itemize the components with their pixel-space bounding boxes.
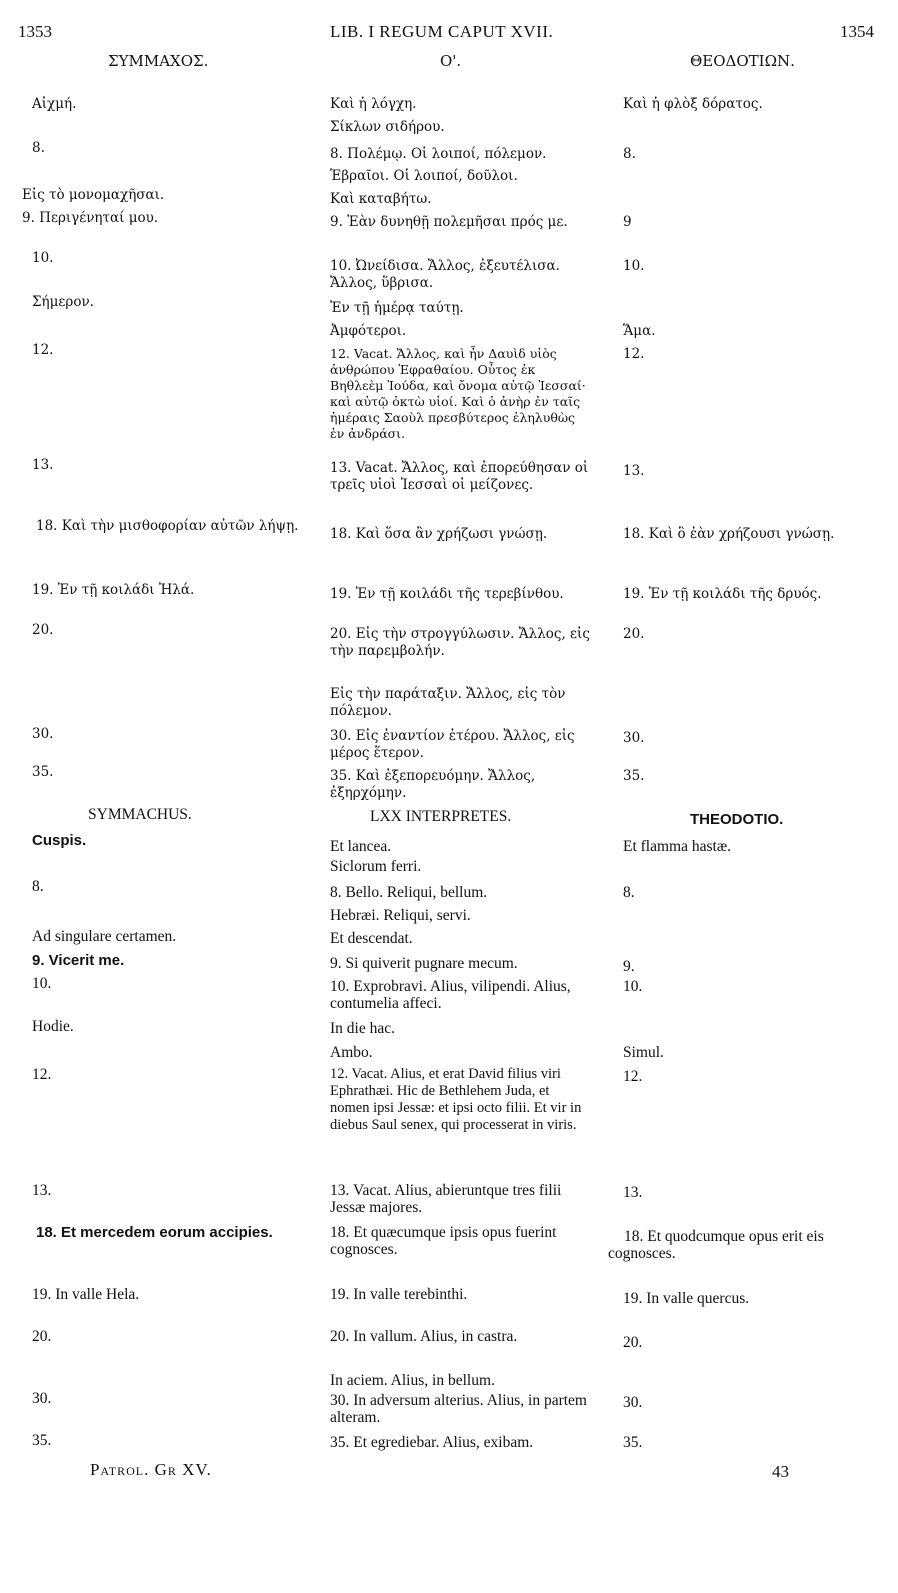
latin-symmachus-line: 9. Vicerit me.: [32, 952, 125, 969]
page-number-left: 1353: [18, 22, 52, 41]
latin-symmachus-line: 12.: [32, 1066, 52, 1083]
greek-theodotion-line: 8.: [623, 146, 636, 162]
greek-symmachus-line: Σήμερον.: [32, 294, 94, 310]
running-title: LIB. I REGUM CAPUT XVII.: [330, 22, 554, 41]
latin-theodotion-line: 20.: [623, 1334, 643, 1351]
latin-symmachus-line: 13.: [32, 1182, 52, 1199]
latin-lxx-line: In die hac.: [330, 1020, 395, 1037]
latin-lxx-line: 10. Exprobravi. Alius, vilipendi. Alius, contumelia affeci.: [330, 978, 571, 1012]
latin-theodotion-line: 19. In valle quercus.: [623, 1290, 750, 1307]
greek-theodotion-line: 13.: [623, 463, 645, 479]
latin-theodotion-line: 12.: [623, 1068, 643, 1085]
latin-lxx-line: Et descendat.: [330, 930, 413, 947]
greek-symmachus-line: 20.: [32, 622, 54, 638]
greek-symmachus-line: 19. Ἐν τῇ κοιλάδι Ἠλά.: [32, 582, 195, 598]
latin-symmachus-line: 20.: [32, 1328, 52, 1345]
latin-symmachus-line: 30.: [32, 1390, 52, 1407]
greek-header-lxx: Ο'.: [440, 52, 462, 70]
latin-lxx-line: 9. Si quiverit pugnare mecum.: [330, 955, 518, 972]
greek-symmachus-line: 30.: [32, 726, 54, 742]
latin-header-lxx: LXX INTERPRETES.: [370, 808, 512, 825]
latin-symmachus-line: 35.: [32, 1432, 52, 1449]
greek-lxx-line: 8. Πολέμῳ. Οἱ λοιποί, πόλεμον.: [330, 146, 547, 162]
greek-lxx-line: Καὶ ἡ λόγχη.: [330, 96, 417, 112]
latin-lxx-line: 18. Et quæcumque ipsis opus fuerint cognosces.: [330, 1224, 557, 1258]
greek-theodotion-line: 9: [623, 214, 632, 230]
latin-symmachus-line: 10.: [32, 975, 52, 992]
latin-lxx-line: 35. Et egrediebar. Alius, exibam.: [330, 1434, 534, 1451]
latin-lxx-line: 8. Bello. Reliqui, bellum.: [330, 884, 488, 901]
greek-symmachus-line: 10.: [32, 250, 54, 266]
greek-lxx-line: Ἑβραῖοι. Οἱ λοιποί, δοῦλοι.: [330, 168, 518, 184]
greek-theodotion-line: 35.: [623, 768, 645, 784]
greek-symmachus-line: 9. Περιγένηταί μου.: [22, 210, 159, 226]
greek-lxx-line: Ἐν τῇ ἡμέρᾳ ταύτῃ.: [330, 300, 464, 316]
greek-theodotion-line: Ἅμα.: [623, 323, 656, 339]
greek-lxx-line: 10. Ὠνείδισα. Ἄλλος, ἐξευτέλισα. Ἄλλος, ὕβρισα.: [330, 258, 560, 291]
greek-theodotion-line: 20.: [623, 626, 645, 642]
greek-lxx-line: Σίκλων σιδήρου.: [330, 119, 445, 135]
latin-theodotion-line: 30.: [623, 1394, 643, 1411]
greek-lxx-line: 35. Καὶ ἐξεπορευόμην. Ἄλλος, ἐξηρχόμην.: [330, 768, 536, 801]
latin-header-symmachus: SYMMACHUS.: [88, 806, 192, 823]
greek-symmachus-line: 12.: [32, 342, 54, 358]
latin-header-theodotion: THEODOTIO.: [690, 811, 784, 828]
greek-symmachus-line: 18. Καὶ τὴν μισθοφορίαν αὐτῶν λήψῃ.: [36, 518, 299, 534]
latin-symmachus-line: Cuspis.: [32, 832, 87, 849]
page-number-right: 1354: [840, 22, 874, 41]
latin-lxx-line: 12. Vacat. Alius, et erat David filius viri Ephrathæi. Hic de Bethlehem Juda, et nomen ipsi Jessæ: et ipsi octo filii. Et vir in diebus Saul senex, qui processerat in viris.: [330, 1066, 582, 1133]
latin-lxx-line: In aciem. Alius, in bellum.: [330, 1372, 495, 1389]
greek-theodotion-line: 19. Ἐν τῇ κοιλάδι τῆς δρυός.: [623, 586, 822, 602]
greek-header-theodotion: ΘΕΟΔΟΤΙΩΝ.: [690, 52, 795, 70]
latin-theodotion-line: 35.: [623, 1434, 643, 1451]
latin-theodotion-line: 10.: [623, 978, 643, 995]
latin-theodotion-line: 18. Et quodcumque opus erit eis cognosces.: [608, 1228, 824, 1262]
greek-theodotion-line: 10.: [623, 258, 645, 274]
greek-symmachus-line: Αἰχμή.: [32, 96, 77, 112]
greek-lxx-line: 30. Εἰς ἐναντίον ἑτέρου. Ἄλλος, εἰς μέρος ἕτερον.: [330, 728, 575, 761]
latin-lxx-line: 20. In vallum. Alius, in castra.: [330, 1328, 518, 1345]
greek-symmachus-line: 8.: [32, 140, 45, 156]
greek-lxx-line: 9. Ἐὰν δυνηθῇ πολεμῆσαι πρός με.: [330, 214, 568, 230]
sheet-number: 43: [772, 1462, 789, 1481]
greek-lxx-line: Εἰς τὴν παράταξιν. Ἄλλος, εἰς τὸν πόλεμον.: [330, 686, 566, 719]
latin-lxx-line: Siclorum ferri.: [330, 858, 422, 875]
greek-lxx-line: 12. Vacat. Ἄλλος, καὶ ἦν Δαυὶδ υἱὸς ἀνθρώπου Ἐφραθαίου. Οὗτος ἐκ Βηθλεὲμ Ἰούδα, καὶ ὄνομα αὐτῷ Ἰεσσαί· καὶ αὐτῷ ὀκτὼ υἱοί. Καὶ ὁ ἀνὴρ ἐν ταῖς ἡμέραις Σαοὺλ πρεσβύτερος ἐληλυθὼς ἐν ἀνδράσι.: [330, 346, 586, 441]
latin-theodotion-line: 8.: [623, 884, 635, 901]
latin-symmachus-line: 18. Et mercedem eorum accipies.: [36, 1224, 273, 1241]
printer-signature: Patrol. Gr XV.: [90, 1460, 212, 1479]
greek-lxx-line: 18. Καὶ ὅσα ἂν χρήζωσι γνώσῃ.: [330, 526, 548, 542]
latin-theodotion-line: 9.: [623, 958, 635, 975]
latin-lxx-line: Et lancea.: [330, 838, 392, 855]
greek-lxx-line: 13. Vacat. Ἄλλος, καὶ ἐπορεύθησαν οἱ τρεῖς υἱοὶ Ἰεσσαὶ οἱ μείζονες.: [330, 460, 589, 493]
greek-theodotion-line: 12.: [623, 346, 645, 362]
greek-symmachus-line: 13.: [32, 457, 54, 473]
greek-theodotion-line: 30.: [623, 730, 645, 746]
latin-lxx-line: 13. Vacat. Alius, abieruntque tres filii Jessæ majores.: [330, 1182, 562, 1216]
greek-lxx-line: 19. Ἐν τῇ κοιλάδι τῆς τερεβίνθου.: [330, 586, 564, 602]
greek-lxx-line: Ἀμφότεροι.: [330, 323, 407, 339]
latin-symmachus-line: Ad singulare certamen.: [32, 928, 177, 945]
latin-symmachus-line: Hodie.: [32, 1018, 74, 1035]
latin-theodotion-line: Simul.: [623, 1044, 664, 1061]
latin-lxx-line: Hebræi. Reliqui, servi.: [330, 907, 471, 924]
greek-lxx-line: 20. Εἰς τὴν στρογγύλωσιν. Ἄλλος, εἰς τὴν παρεμβολήν.: [330, 626, 590, 659]
greek-header-symmachus: ΣΥΜΜΑΧΟΣ.: [108, 52, 209, 70]
latin-lxx-line: 30. In adversum alterius. Alius, in partem alteram.: [330, 1392, 587, 1426]
latin-theodotion-line: 13.: [623, 1184, 643, 1201]
latin-lxx-line: 19. In valle terebinthi.: [330, 1286, 468, 1303]
latin-symmachus-line: 8.: [32, 878, 44, 895]
greek-symmachus-line: 35.: [32, 764, 54, 780]
greek-theodotion-line: 18. Καὶ ὃ ἐὰν χρήζουσι γνώσῃ.: [623, 526, 835, 542]
greek-lxx-line: Καὶ καταβήτω.: [330, 191, 432, 207]
latin-theodotion-line: Et flamma hastæ.: [623, 838, 732, 855]
latin-symmachus-line: 19. In valle Hela.: [32, 1286, 140, 1303]
greek-theodotion-line: Καὶ ἡ φλὸξ δόρατος.: [623, 96, 763, 112]
latin-lxx-line: Ambo.: [330, 1044, 373, 1061]
greek-symmachus-line: Εἰς τὸ μονομαχῆσαι.: [22, 187, 165, 203]
